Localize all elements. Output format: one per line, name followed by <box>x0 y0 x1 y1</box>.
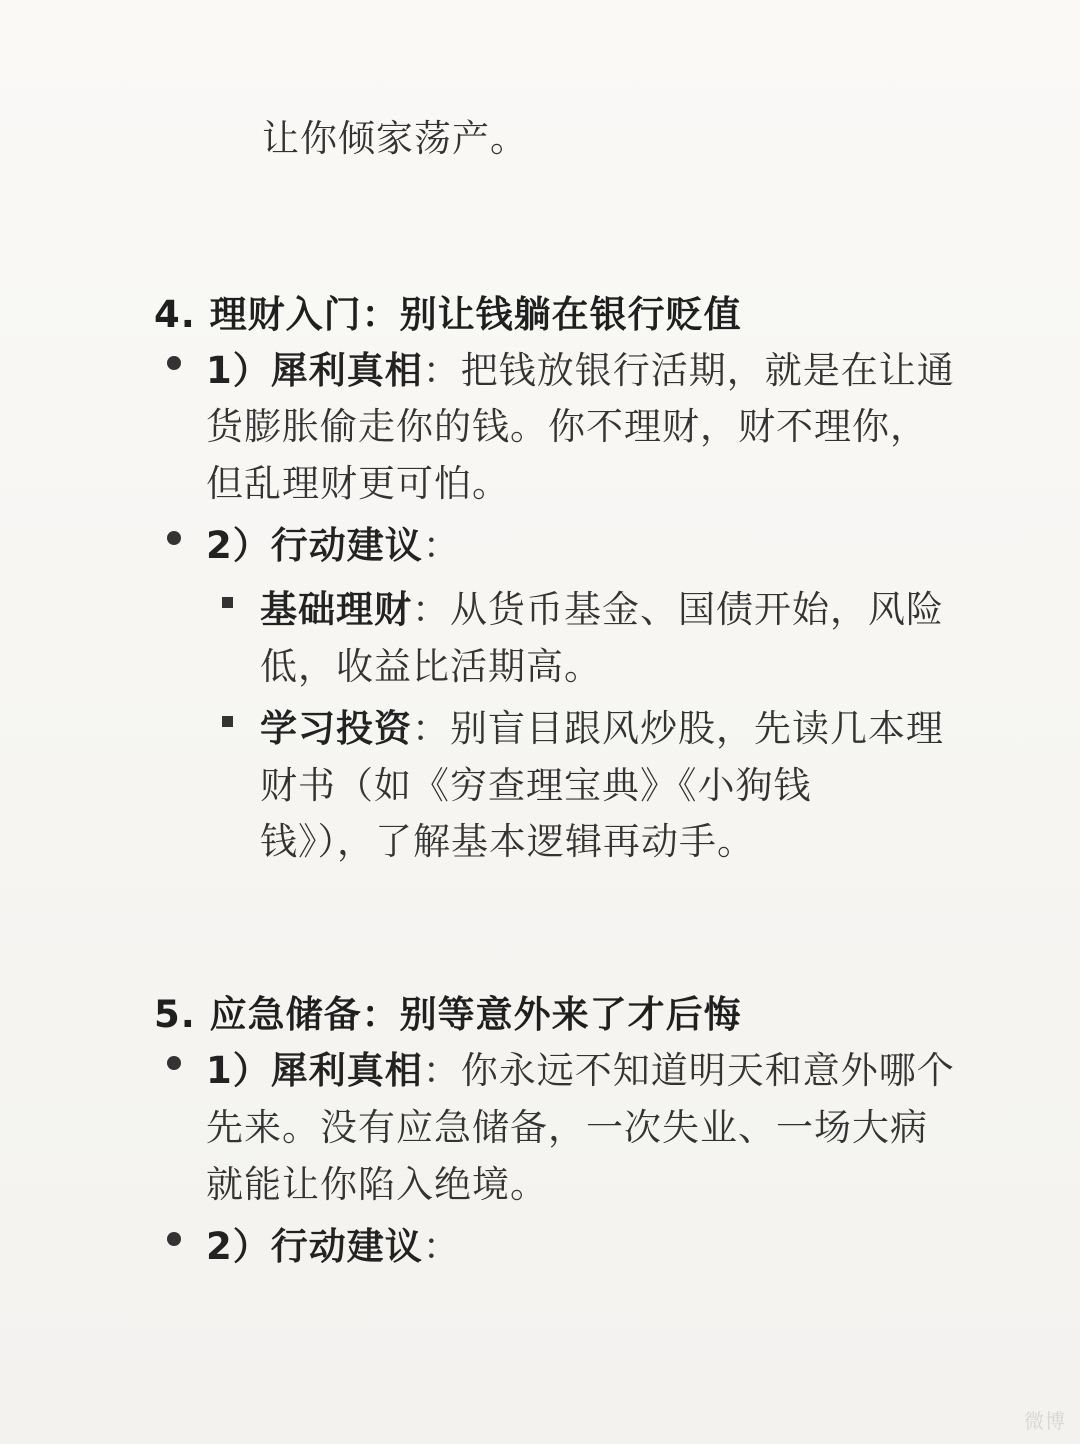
s4-sub1-line2: 低，收益比活期高。 <box>260 645 602 688</box>
watermark: 微博 <box>1024 1409 1066 1433</box>
s4-sub2-text1: ：别盲目跟风炒股，先读几本理 <box>412 707 944 750</box>
bullet-dot-icon <box>167 1056 181 1070</box>
s4-item1-line1 <box>206 340 955 394</box>
s4-sub1-text1: ：从货币基金、国债开始，风险 <box>412 588 944 631</box>
bullet-dot-icon <box>167 531 181 545</box>
continuation-line: 让你倾家荡产。 <box>262 117 528 160</box>
s4-sub2-line3: 钱》），了解基本逻辑再动手。 <box>260 820 755 863</box>
s5-item1-line2: 先来。没有应急储备，一次失业、一场大病 <box>206 1106 928 1149</box>
section-5-heading: 5. 应急储备：别等意外来了才后悔 <box>154 993 742 1036</box>
s4-sub1-label: 基础理财 <box>260 588 412 631</box>
bullet-dot-icon <box>167 1232 181 1246</box>
s5-item2-suffix: ： <box>422 1225 461 1268</box>
s5-item2-label: 2）行动建议 <box>206 1225 423 1268</box>
s5-item2-line <box>206 1216 461 1270</box>
s5-item1-text1: ：你永远不知道明天和意外哪个 <box>422 1049 955 1092</box>
s4-item1-label: 1）犀利真相 <box>206 349 423 392</box>
s4-sub2-label: 学习投资 <box>260 707 412 750</box>
s4-item1-line3: 但乱理财更可怕。 <box>206 462 510 505</box>
bullet-square-icon <box>222 716 233 727</box>
s5-item1-line1 <box>206 1040 955 1094</box>
s5-item1-line3: 就能让你陷入绝境。 <box>206 1163 548 1206</box>
bullet-square-icon <box>222 597 233 608</box>
s4-item1-text1: ：把钱放银行活期，就是在让通 <box>422 349 955 392</box>
s4-item1-line2: 货膨胀偷走你的钱。你不理财，财不理你， <box>206 405 928 448</box>
s4-item2-line <box>206 515 461 569</box>
s4-item2-label: 2）行动建议 <box>206 524 423 567</box>
bullet-dot-icon <box>167 356 181 370</box>
s4-sub2-line2: 财书（如《穷查理宝典》《小狗钱 <box>260 764 812 807</box>
section-4-heading: 4. 理财入门：别让钱躺在银行贬值 <box>154 293 742 336</box>
s4-sub2-line1 <box>260 698 944 752</box>
s5-item1-label: 1）犀利真相 <box>206 1049 423 1092</box>
s4-sub1-line1 <box>260 579 944 633</box>
s4-item2-suffix: ： <box>422 524 461 567</box>
